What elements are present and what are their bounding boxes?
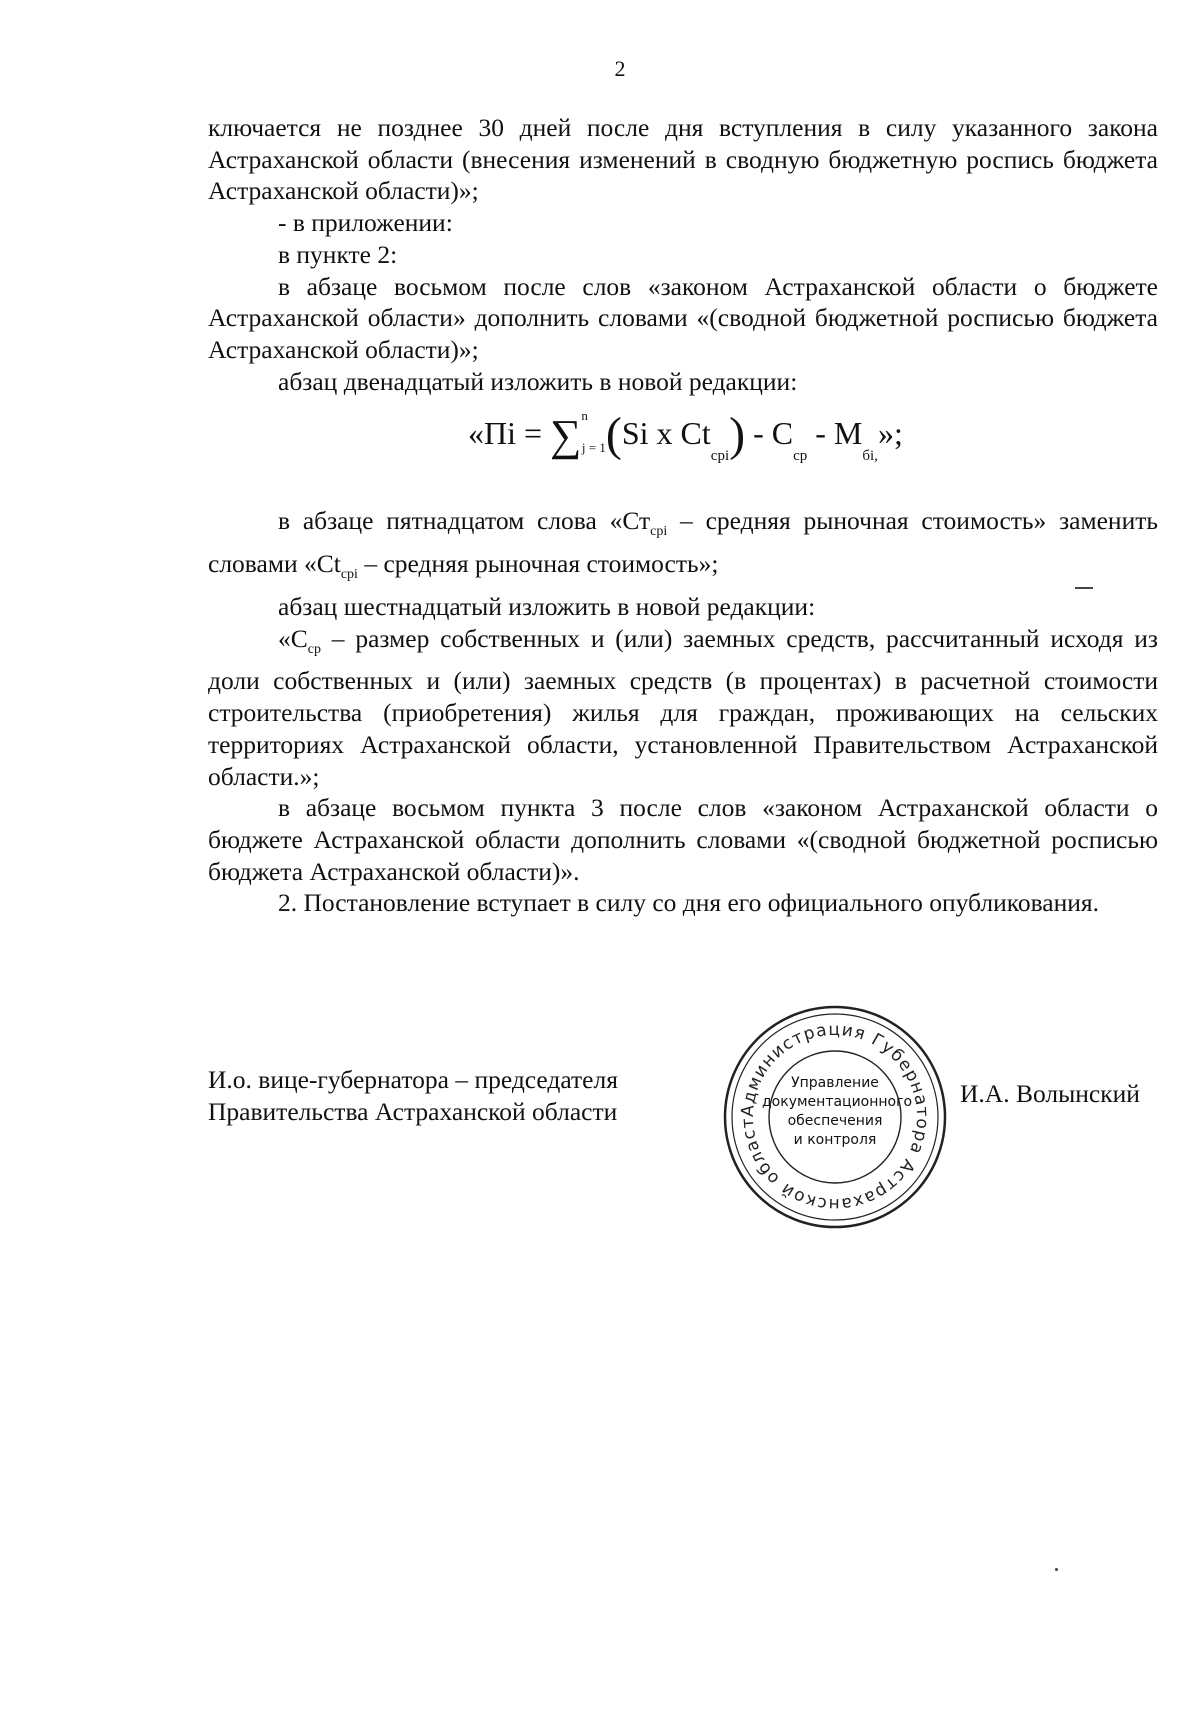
text-fragment: – средняя рыночная стоимость»;	[357, 549, 719, 579]
formula-c: - C	[745, 415, 794, 452]
scan-mark	[1075, 587, 1093, 589]
subscript: срi	[650, 524, 668, 540]
paragraph-abzac-15	[208, 505, 1158, 591]
text-fragment: «С	[278, 623, 308, 653]
formula-c-subscript: ср	[793, 448, 808, 465]
formula-m: - M	[807, 415, 863, 452]
stamp-ring-text: Администрация Губернатора Астраханской област	[737, 1019, 933, 1215]
paragraph-abzac-16: абзац шестнадцатый изложить в новой редакции:	[278, 591, 816, 621]
subscript: ср	[307, 641, 321, 657]
stamp-line: документационного	[762, 1094, 913, 1110]
paragraph-appendix: - в приложении:	[278, 208, 453, 238]
formula-open: «Пi =	[468, 415, 551, 452]
page-number: 2	[614, 56, 626, 81]
paragraph-abzac-12: абзац двенадцатый изложить в новой редакции:	[278, 366, 798, 396]
paragraph-abzac-8: в абзаце восьмом после слов «законом Астраханской области о бюджете Астраханской области» дополнить словами «(сводной бюджетной росписью бюджета Астраханской области)»;	[208, 271, 1158, 364]
left-paren: (	[605, 408, 622, 462]
paragraph-point-3: в абзаце восьмом пункта 3 после слов «законом Астраханской области о бюджете Астраханской области дополнить словами «(сводной бюджетной росписью бюджета Астраханской области)».	[208, 793, 1158, 886]
document-body	[208, 112, 1158, 919]
stamp-center-text	[762, 1074, 913, 1150]
formula-m-subscript: бi,	[862, 448, 878, 465]
right-paren: )	[729, 408, 746, 462]
stamp-line: Управление	[791, 1075, 879, 1091]
formula-close: »;	[877, 415, 903, 452]
paragraph-continuation: ключается не позднее 30 дней после дня вступления в силу указанного закона Астраханской области (внесения изменений в сводную бюджетную роспись бюджета Астраханской области)»;	[208, 113, 1158, 206]
paragraph-definition-ccp	[208, 623, 1158, 793]
signature-position	[208, 1064, 618, 1128]
sum-upper-limit: n	[581, 408, 588, 424]
formula-term-subscript: срi	[710, 448, 730, 465]
paragraph-effective-date: 2. Постановление вступает в силу со дня его официального опубликования.	[278, 888, 1099, 918]
signature-position-line-1: И.о. вице-губернатора – председателя	[208, 1065, 618, 1094]
stamp-line: и контроля	[793, 1132, 877, 1148]
official-stamp	[720, 1002, 950, 1232]
subscript: срi	[340, 567, 358, 583]
stamp-line: обеспечения	[787, 1113, 883, 1129]
paragraph-point-2: в пункте 2:	[278, 239, 398, 269]
summation-symbol: ∑	[550, 411, 582, 461]
text-fragment: – средняя рыночная стоимость» заменить словами «Ct	[208, 506, 1158, 579]
formula	[208, 403, 1158, 475]
formula-term: Si x Ct	[621, 415, 711, 452]
text-fragment: – размер собственных и (или) заемных средств, рассчитанный исходя из доли собственных и (или) заемных средств (в процентах) в расчетной стоимости строительства (приобретения) жилья для граждан, проживающих на сельских территориях Астраханской области, установленной Правительством Астраханской области.»;	[208, 623, 1158, 791]
signer-name: И.А. Волынский	[960, 1079, 1140, 1108]
text-fragment: в абзаце пятнадцатом слова «Ст	[278, 506, 651, 536]
signature-position-line-2: Правительства Астраханской области	[208, 1097, 618, 1126]
sum-lower-limit: j = 1	[581, 440, 606, 456]
scan-speck	[1055, 1568, 1058, 1571]
